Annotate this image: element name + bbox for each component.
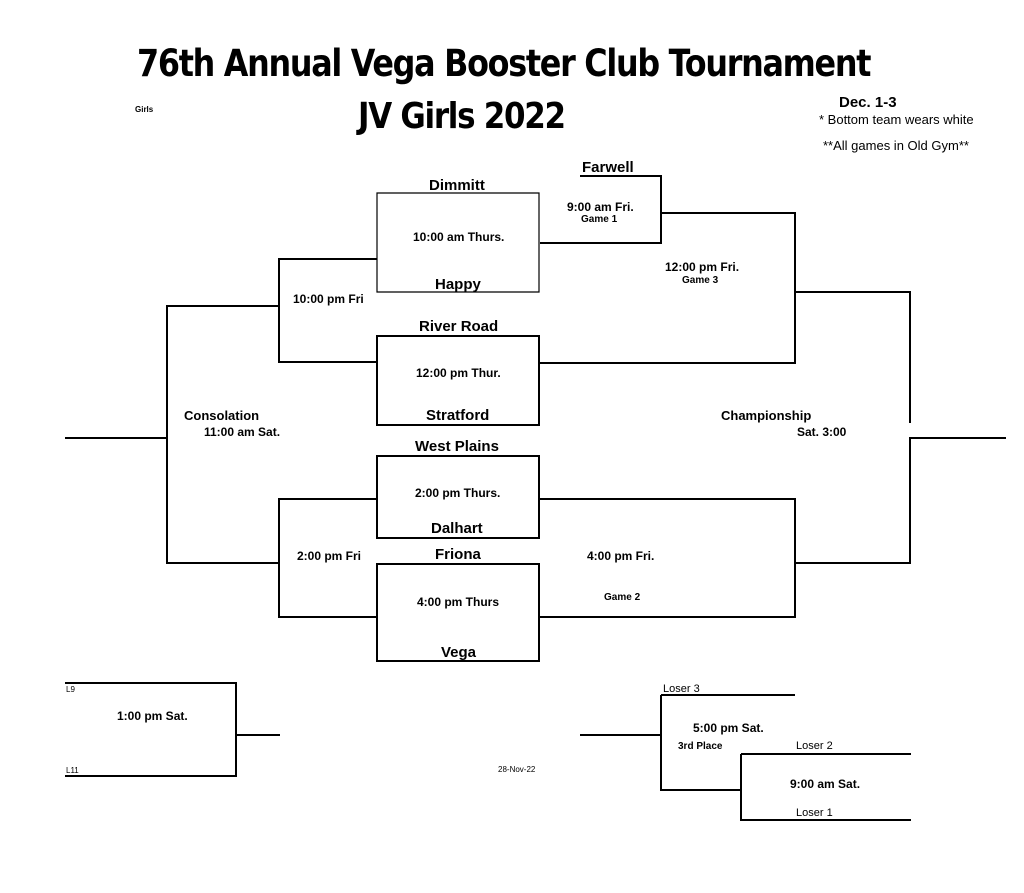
bracket-line-game2 [539,499,795,617]
team-friona: Friona [435,546,481,563]
loser3-label: Loser 3 [663,683,700,695]
friona-vega-time: 4:00 pm Thurs [417,595,500,609]
l11-label: L11 [66,766,79,775]
game2-label: Game 2 [604,592,641,603]
bracket-line-game3 [540,213,795,363]
bracket-line-semi-top [279,259,377,362]
team-dalhart: Dalhart [431,520,483,537]
bracket-line-championship-top [795,292,910,423]
team-west-plains: West Plains [415,438,499,455]
printed-date: 28-Nov-22 [498,765,536,774]
dimmitt-happy-time: 10:00 am Thurs. [413,230,505,244]
team-vega: Vega [441,644,477,661]
championship-label: Championship [721,408,812,423]
consolation-label: Consolation [184,408,260,423]
bracket-line-l9-l11 [65,683,280,776]
consolation-time: 11:00 am Sat. [204,425,281,439]
girls-label: Girls [135,105,154,114]
note-gym: **All games in Old Gym** [823,138,969,153]
sat-9am-time: 9:00 am Sat. [790,777,861,791]
note-white: * Bottom team wears white [819,112,974,127]
river-stratford-time: 12:00 pm Thur. [416,366,501,380]
page-subtitle: JV Girls 2022 [358,96,565,137]
game1-time: 9:00 am Fri. [567,200,634,214]
championship-time: Sat. 3:00 [797,425,847,439]
dates-label: Dec. 1-3 [839,94,897,111]
team-stratford: Stratford [426,407,490,424]
sat-1pm-time: 1:00 pm Sat. [117,709,188,723]
game1-label: Game 1 [581,214,618,225]
semi-bottom-time: 2:00 pm Fri [297,549,362,563]
loser2-label: Loser 2 [796,740,833,752]
game3-time: 12:00 pm Fri. [665,260,740,274]
page-title: 76th Annual Vega Booster Club Tournament [137,42,871,85]
team-happy: Happy [435,276,481,293]
semi-top-time: 10:00 pm Fri [293,292,364,306]
third-place-label: 3rd Place [678,741,723,752]
third-time: 5:00 pm Sat. [693,721,764,735]
bracket-line-championship-bottom [795,438,1006,563]
l9-label: L9 [66,685,75,694]
team-farwell: Farwell [582,159,634,176]
team-dimmitt: Dimmitt [429,177,485,194]
team-river-road: River Road [419,318,499,335]
game2-time: 4:00 pm Fri. [587,549,655,563]
game3-label: Game 3 [682,275,719,286]
west-dalhart-time: 2:00 pm Thurs. [415,486,501,500]
loser1-label: Loser 1 [796,807,833,819]
